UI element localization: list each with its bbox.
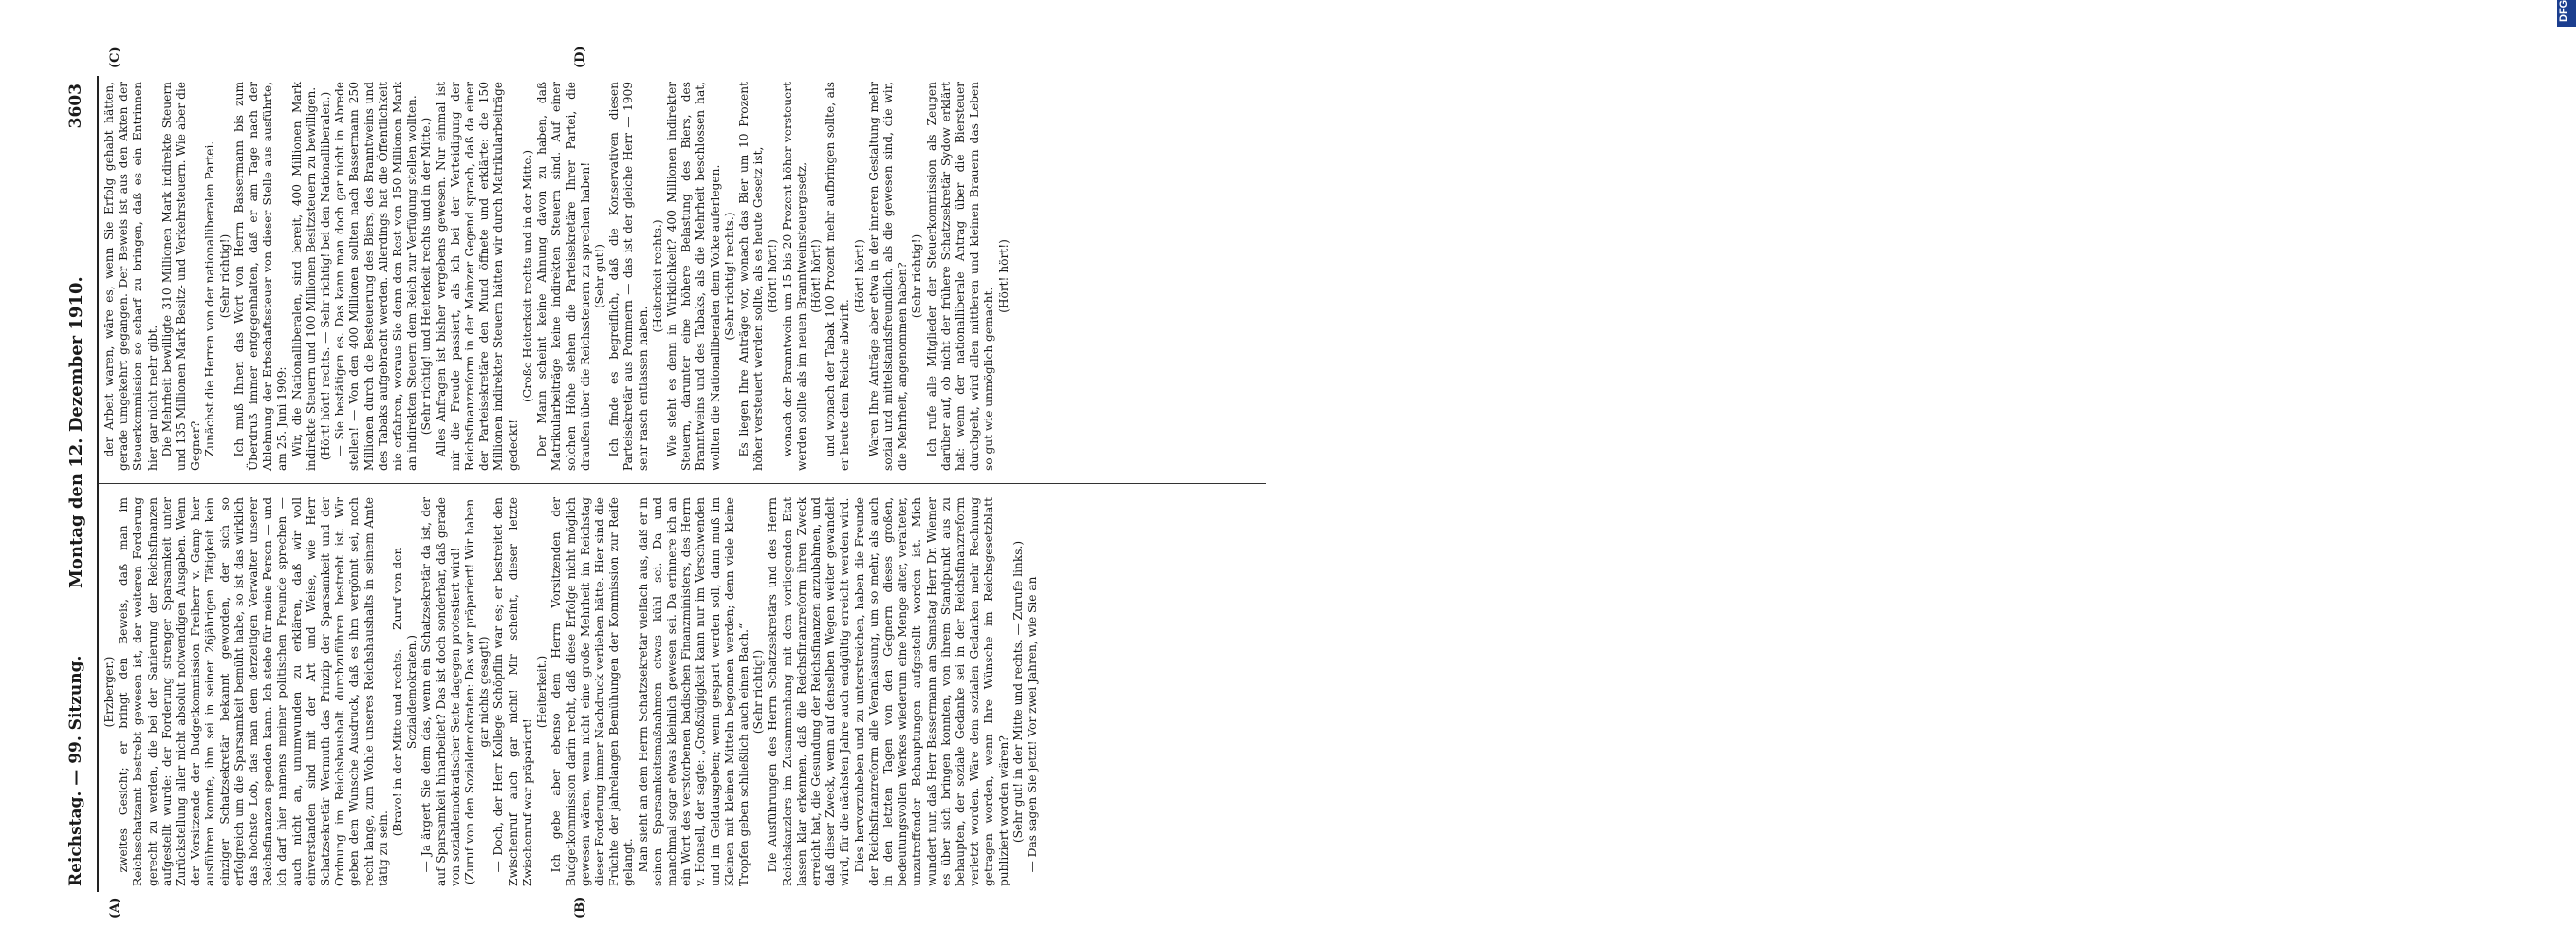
paragraph: (Sehr richtig!) — [910, 233, 924, 319]
paragraph: (Bravo! in der Mitte und rechts. — Zuruf von den Sozialdemokraten.) — [391, 547, 419, 837]
paragraph: — Sie bestätigen es. Das kann man doch gar nicht in Abrede stellen! — Von den 400 Millionen sollten nach Bassermann 250 Millionen durch die Besteuerung des Biers, des Branntweins und des Tabaks aufgebracht werden. Allerdings hat die Öffentlichkeit nie erfahren, woraus Sie denn den Rest von 150 Millionen Mark an indirekten Steuern dem Reich zur Verfügung stellen wollten. — [333, 82, 419, 471]
paragraph: Ich finde es begreiflich, daß die Konservativen diesen Parteisekretär aus Pommern — das ist der gleiche Herr — 1909 sehr rasch entlassen haben. — [607, 82, 650, 471]
paragraph: (Hört! hört!) — [852, 239, 866, 313]
digitization-stamp — [1274, 0, 2569, 949]
paragraph: Ich muß Ihnen das Wort von Herrn Bassermann bis zum Überdruß immer entgegenhalten, daß er am Tage nach der Ablehnung der Erbschaftssteuer von dieser Stelle aus ausführte, am 25. Juni 1909: — [232, 82, 289, 471]
paragraph: Es liegen Ihre Anträge vor, wonach das Bier um 10 Prozent höher versteuert werden sollte, als es heute Gesetz ist, — [736, 82, 766, 471]
column-divider — [99, 483, 1266, 484]
paragraph: (Hört! hört!) — [996, 239, 1010, 313]
paragraph: — Doch, der Herr Kollege Schöpflin war es; er bestreitet den Zwischenruf auch gar nicht! Mir scheint, dieser letzte Zwischenruf war präpariert! — [491, 497, 534, 886]
paragraph: Alles Anfragen ist bisher vergebens gewesen. Nur einmal ist mir die Freude passiert, als ich bei der Verteidigung der Reichsfinanzreform in der Mainzer Gegend sprach, daß da einer der Parteisekretäre den Mund öffnete und erklärte: die 150 Millionen indirekter Steuern hätten wir durch Matrikularbeiträge gedeckt! — [434, 82, 520, 471]
paragraph: Ich gebe aber ebenso dem Herrn Vorsitzenden der Budgetkommission darin recht, daß diese Erfolge nicht möglich gewesen wären, wenn nicht eine große Mehrheit im Reichstag dieser Forderung immer Nachdruck verliehen hätte. Hier sind die Früchte der jahrelangen Bemühungen der Kommission zur Reife gelangt. — [549, 497, 636, 886]
header-date: Montag den 12. Dezember 1910. — [66, 276, 86, 588]
paragraph: — Das sagen Sie jetzt! Vor zwei Jahren, wie Sie an — [1026, 576, 1039, 873]
paragraph: zweites Gesicht; er bringt den Beweis, daß man im Reichsschatzamt bestrebt gewesen ist, der weiteren Forderung gerecht zu werden, die bei der Sanierung der Reichsfinanzen aufgestellt wurde: der Forderung strenger Sparsamkeit unter Zurückstellung aller nicht absolut notwendigen Ausgaben. Wenn der Vorsitzende der Budgetkommission Freiherr v. Gamp hier ausführen konnte, ihm sei in seiner 26jährigen Tätigkeit kein einziger Schatzsekretär bekannt geworden, der sich so erfolgreich um die Sparsamkeit bemüht habe, so ist das wirklich das höchste Lob, das man dem derzeitigen Verwalter unserer Reichsfinanzen spenden kann. Ich stehe für meine Person — und ich darf hier namens meiner politischen Freunde sprechen — auch nicht an, unumwunden zu erklären, daß wir voll einverstanden sind mit der Art und Weise, wie Herr Schatzsekretär Wermuth das Prinzip der Sparsamkeit und der Ordnung im Reichshaushalt durchzuführen bestrebt ist. Wir geben dem Wunsche Ausdruck, daß es ihm vergönnt sei, noch recht lange, zum Wohle unseres Reichshaushalts in seinem Amte tätig zu sein. — [117, 497, 390, 886]
paragraph: (Zuruf von den Sozialdemokraten: Das war präpariert! Wir haben gar nichts gesagt!) — [463, 498, 491, 885]
right-column — [102, 82, 1262, 471]
paragraph: (Große Heiterkeit rechts und in der Mitte.) — [520, 149, 534, 403]
document-page — [61, 46, 1266, 919]
left-column — [102, 497, 1262, 886]
header-rule — [97, 76, 99, 892]
paragraph: (Heiterkeit rechts.) — [650, 219, 664, 333]
paragraph: (Sehr richtig! und Heiterkeit rechts und in der Mitte.) — [419, 117, 434, 436]
paragraph: (Sehr richtig!) — [751, 649, 766, 735]
paragraph: Zunächst die Herren von der nationalliberalen Partei. — [203, 140, 217, 457]
paragraph: (Hört! hört! rechts. — Sehr richtig! bei den Nationalliberalen.) — [319, 91, 333, 461]
paragraph: Dies hervorzuheben und zu unterstreichen, haben die Freunde der Reichsfinanzreform alle Veranlassung, um so mehr, als auch in den letzten Tagen von den Gegnern dieses großen, bedeutungsvollen Werkes wiederum eine Menge alter, veralteter, unzutreffender Behauptungen aufgestellt worden ist. Mich wundert nur, daß Herr Bassermann am Samstag Herr Dr. Wiemer es über sich bringen konnten, von ihrem Standpunkt aus zu behaupten, der soziale Gedanke sei in der Reichsfinanzreform verletzt worden. Wäre dem sozialen Gedanken mehr Rechnung getragen worden, wenn Ihre Wünsche im Reichsgesetzblatt publiziert worden wären? — [852, 497, 1010, 886]
paragraph: der Arbeit waren, wäre es, wenn Sie Erfolg gehabt hätten, gerade umgekehrt gegangen. Der Beweis ist aus den Akten der Steuerkommission so scharf zu bringen, daß es ein Entrinnen hier gar nicht mehr gibt. — [102, 82, 159, 471]
paragraph: Die Ausführungen des Herrn Schatzsekretärs und des Herrn Reichskanzlers im Zusammenhang mit dem vorliegenden Etat lassen klar erkennen, daß die Reichsfinanzreform ihren Zweck erreicht hat, die Gesundung der Reichsfinanzen anzubahnen, und daß dieser Zweck, wenn auf denselben Wegen weiter gewandelt wird, für die nächsten Jahre auch endgültig erreicht werden wird. — [766, 497, 852, 886]
paragraph: wonach der Branntwein um 15 bis 20 Prozent höher versteuert werden sollte als im neuen Branntweinsteuergesetz, — [780, 82, 808, 471]
paragraph: Waren Ihre Anträge aber etwa in der inneren Gestaltung mehr sozial und mittelstandsfreundlich, als die gewesen sind, die wir, die Mehrheit, angenommen haben? — [866, 82, 910, 471]
paragraph: (Heiterkeit.) — [535, 655, 549, 729]
paragraph: (Sehr gut! in der Mitte und rechts. — Zurufe links.) — [1010, 540, 1025, 844]
paragraph: Ich rufe alle Mitglieder der Steuerkommission als Zeugen darüber auf, ob nicht der frühere Schatzsekretär Sydow erklärt hat: wenn der nationalliberale Antrag über die Biersteuer durchgeht, wird allen mittleren und kleinen Brauern das Leben so gut wie unmöglich gemacht. — [924, 82, 996, 471]
paragraph: Wir, die Nationalliberalen, sind bereit, 400 Millionen Mark indirekte Steuern und 100 Millionen Besitzsteuern zu bewilligen. — [289, 82, 318, 471]
header-session: Reichstag. — 99. Sitzung. — [66, 655, 85, 886]
margin-marker-c: (C) — [108, 47, 122, 68]
paragraph: (Hört! hört!) — [808, 239, 823, 313]
page-number: 3603 — [66, 84, 85, 129]
paragraph: (Sehr richtig!) — [217, 233, 232, 319]
paragraph: (Sehr gut!) — [592, 243, 606, 309]
margin-marker-b: (B) — [573, 896, 587, 919]
page-header — [61, 76, 89, 892]
paragraph: (Sehr richtig! rechts.) — [722, 212, 736, 341]
paragraph: — Ja ärgert Sie denn das, wenn ein Schatzsekretär da ist, der auf Sparsamkeit hinarbeitet? Das ist doch sonderbar, daß gerade von sozialdemokratischer Seite dagegen protestiert wird! — [419, 497, 462, 886]
dfg-logo: DFG — [2557, 0, 2576, 27]
paragraph: und wonach der Tabak 100 Prozent mehr aufbringen sollte, als er heute dem Reiche abwirft. — [824, 82, 852, 471]
paragraph: Der Mann scheint keine Ahnung davon zu haben, daß Matrikularbeiträge keine indirekten Steuern sind. Auf einer solchen Höhe stehen die Parteisekretäre Ihrer Partei, die draußen über die Reichssteuern zu sprechen haben! — [535, 82, 592, 471]
paragraph: (Hört! hört!) — [766, 239, 780, 313]
margin-marker-a: (A) — [108, 897, 122, 919]
paragraph: Die Mehrheit bewilligte 310 Millionen Mark indirekte Steuern und 135 Millionen Mark Besitz- und Verkehrsteuern. Wie aber die Gegner? — [159, 82, 203, 471]
paragraph: Wie steht es denn in Wirklichkeit? 400 Millionen indirekter Steuern, darunter eine höhere Belastung des Biers, des Branntweins und des Tabaks, als die Mehrheit beschlossen hat, wollten die Nationalliberalen dem Volke auferlegen. — [664, 82, 722, 471]
paragraph: Man sieht an dem Herrn Schatzsekretär vielfach aus, daß er in seinen Sparsamkeitsmaßnahmen etwas kühl sei. Da und manchmal sogar etwas kleinlich gewesen sei. Da erinnere ich an ein Wort des verstorbenen badischen Finanzministers, des Herrn v. Honsell, der sagte: „Großzügigkeit kann nur im Verschwenden und im Geldausgeben; wenn gespart werden soll, dann muß im Kleinen mit kleinen Mitteln begonnen werden; denn viele kleine Tropfen geben schließlich auch einen Bach.“ — [636, 497, 751, 886]
margin-marker-d: (D) — [573, 46, 587, 68]
paragraph: (Erzberger.) — [102, 656, 116, 728]
